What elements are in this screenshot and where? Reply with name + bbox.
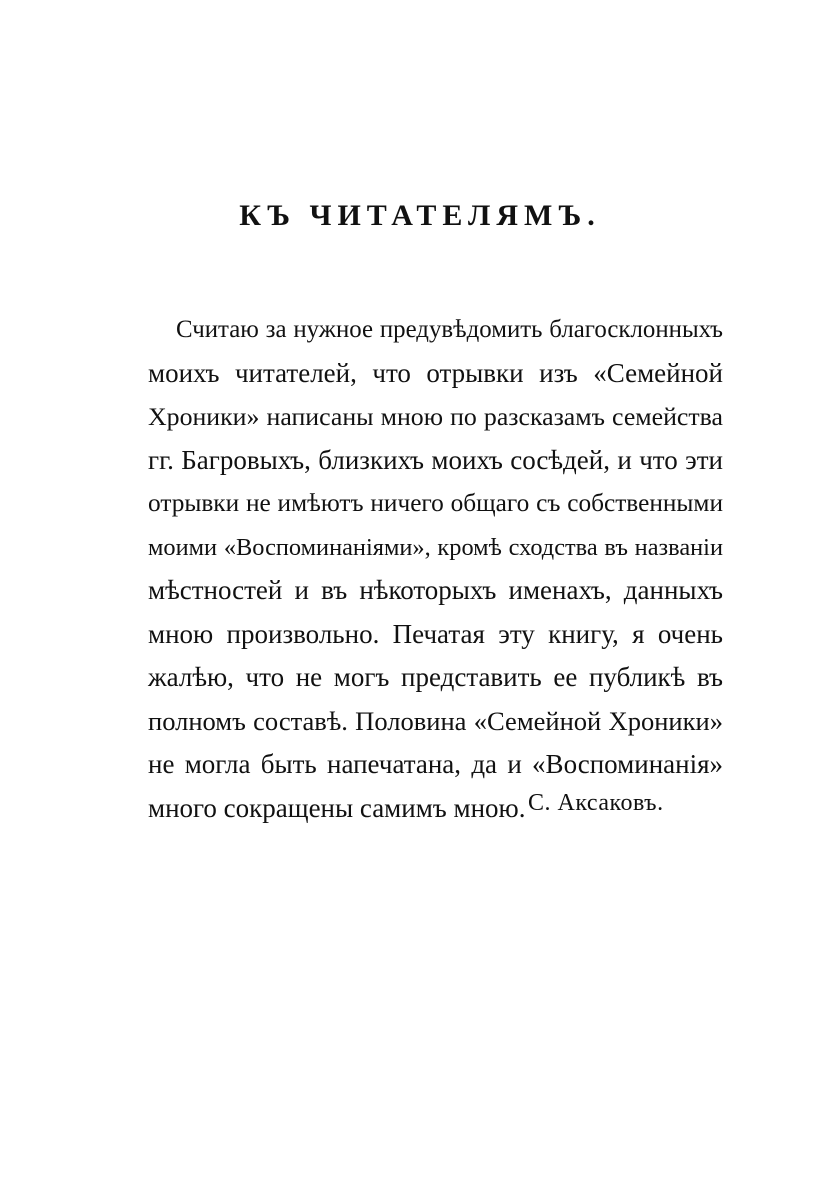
- page-heading: КЪ ЧИТАТЕЛЯМЪ.: [239, 199, 601, 232]
- paragraph-line: мѣстностей и въ нѣкоторыхъ именахъ, данныхъ: [148, 575, 723, 605]
- author-signature: С. Аксаковъ.: [528, 790, 664, 816]
- paragraph-line: много сокращены самимъ мною.: [148, 792, 526, 823]
- paragraph-line: моими «Воспоминаніями», кромѣ сходства въ названіи: [148, 533, 723, 561]
- paragraph-line: Хроники» написаны мною по разсказамъ семейства: [148, 402, 723, 431]
- paragraph-line: мною произвольно. Печатая эту книгу, я очень: [148, 618, 723, 649]
- preface-paragraph: [148, 308, 723, 830]
- paragraph-line: жалѣю, что не могъ представить ее публикѣ въ: [148, 662, 723, 692]
- paragraph-line: не могла быть напечатана, да и «Воспоминанія»: [148, 749, 723, 779]
- paragraph-line: моихъ читателей, что отрывки изъ «Семейной: [148, 357, 723, 388]
- paragraph-line: отрывки не имѣютъ ничего общаго съ собственными: [148, 489, 723, 517]
- paragraph-line: гг. Багровыхъ, близкихъ моихъ сосѣдей, и что эти: [148, 444, 723, 475]
- paragraph-line: Считаю за нужное предувѣдомить благосклонныхъ: [176, 316, 723, 343]
- paragraph-line: полномъ составѣ. Половина «Семейной Хроники»: [148, 705, 723, 736]
